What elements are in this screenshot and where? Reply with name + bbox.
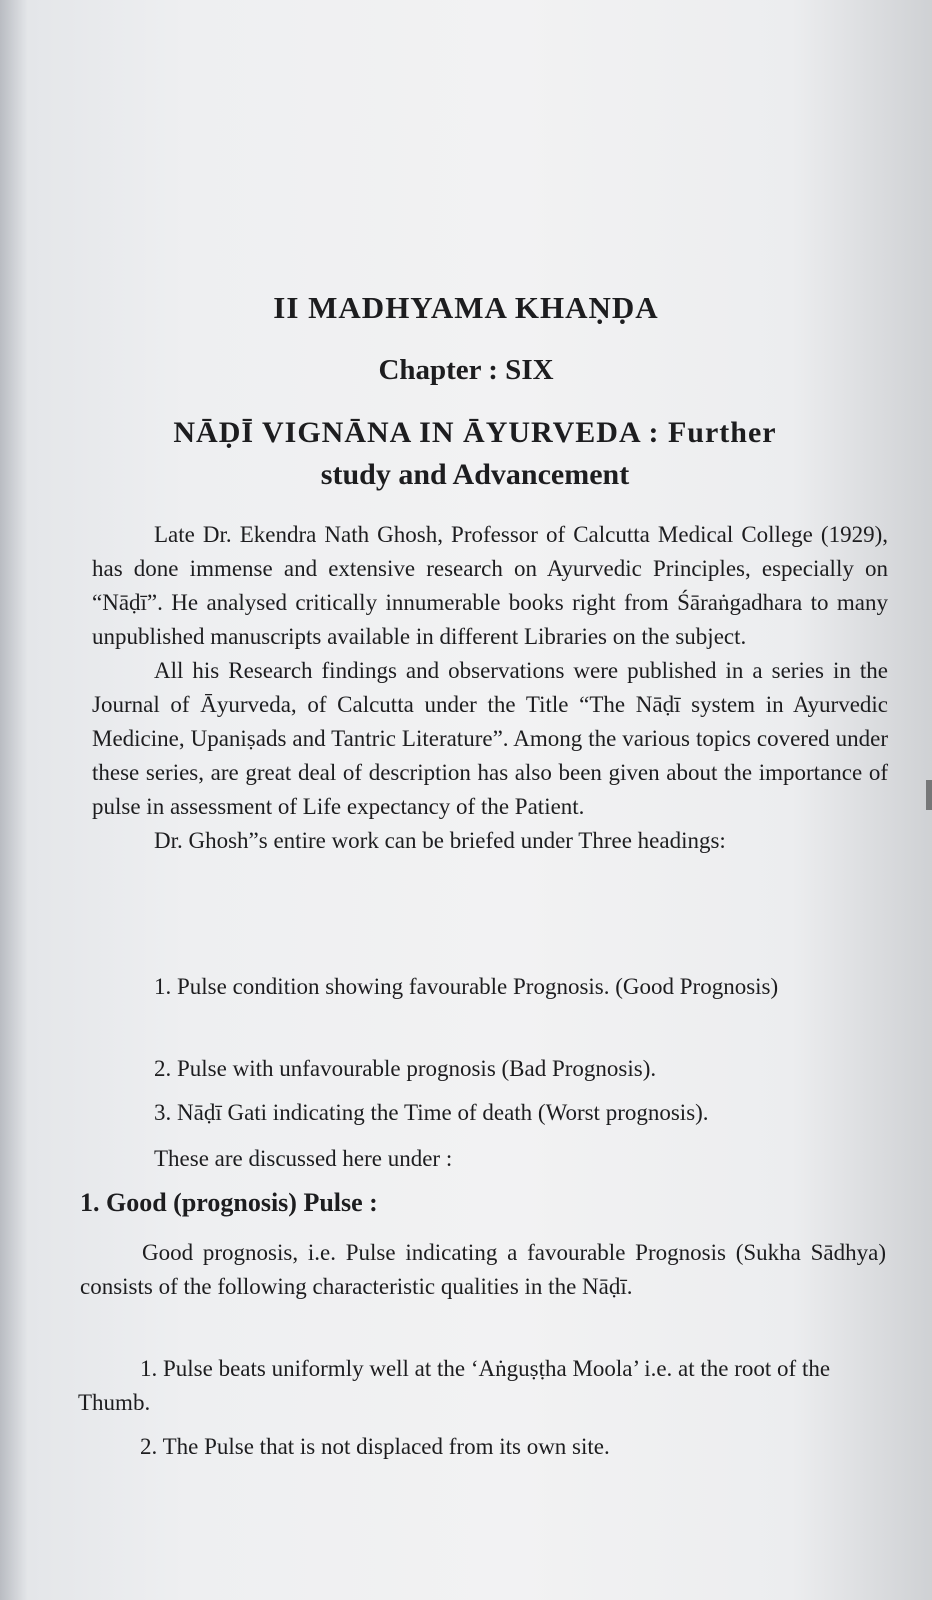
paragraph-2: All his Research findings and observations were published in a series in the Journal of Āyurveda, of Calcutta under the Title “The Nāḍī system in Ayurvedic Medicine, Upaniṣads and Tantric Literature”. Among the various topics covered under these series, are great deal of description has also been given about the importance of pulse in assessment of Life expectancy of the Patient. (92, 658, 888, 819)
good-point-1: 1. Pulse beats uniformly well at the ‘Aṅguṣṭha Moola’ i.e. at the root of the Thumb. (78, 1356, 831, 1415)
paragraph-1: Late Dr. Ekendra Nath Ghosh, Professor of Calcutta Medical College (1929), has done immense and extensive research on Ayurvedic Principles, especially on “Nāḍī”. He analysed critically innumerable books right from Śāraṅgadhara to many unpublished manuscripts available in different Libraries on the subject. (92, 522, 888, 649)
section-1-paragraph-wrap (80, 1236, 886, 1304)
section-1-paragraph: Good prognosis, i.e. Pulse indicating a favourable Prognosis (Sukha Sādhya) consists of the following characteristic qualities in the Nāḍī. (80, 1240, 886, 1299)
heading-list-item-1: 1. Pulse condition showing favourable Prognosis. (Good Prognosis) (154, 974, 779, 999)
chapter-title-line-2: study and Advancement (320, 458, 630, 491)
part-heading: II MADHYAMA KHAṆḌA (273, 290, 659, 325)
body-paragraphs (92, 518, 888, 858)
chapter-heading: Chapter : SIX (378, 354, 554, 386)
section-1-heading: 1. Good (prognosis) Pulse : (80, 1188, 378, 1217)
heading-list-item-3: 3. Nāḍī Gati indicating the Time of death (Worst prognosis). (154, 1100, 709, 1125)
paragraph-3: Dr. Ghosh”s entire work can be briefed under Three headings: (154, 828, 726, 853)
chapter-title (60, 412, 890, 496)
heading-list-item-2: 2. Pulse with unfavourable prognosis (Bad Prognosis). (154, 1056, 657, 1081)
paragraph-4: These are discussed here under : (154, 1146, 453, 1171)
good-point-2: 2. The Pulse that is not displaced from its own site. (140, 1434, 610, 1459)
page-edge-mark (926, 780, 932, 810)
chapter-title-line-1: NĀḌĪ VIGNĀNA IN ĀYURVEDA : Further (173, 416, 777, 449)
